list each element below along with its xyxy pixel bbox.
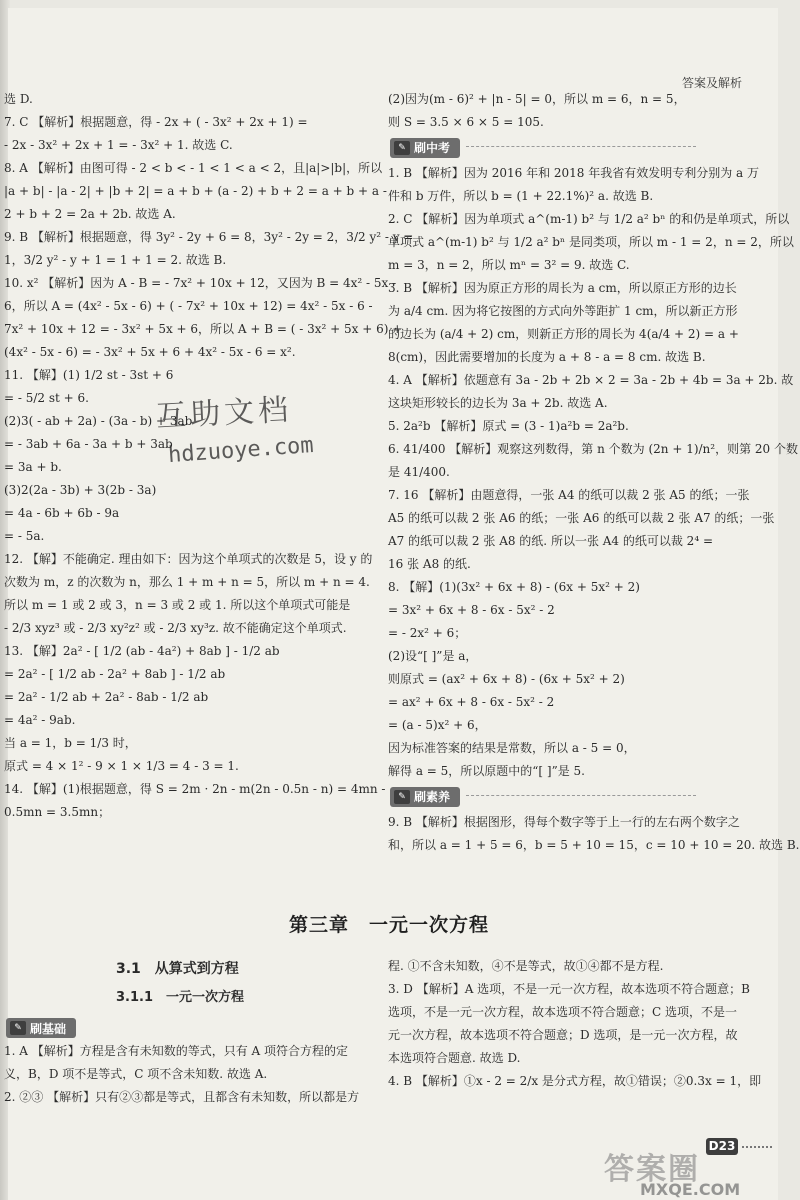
text-line: 则原式 = (ax² + 6x + 8) - (6x + 5x² + 2) — [388, 672, 625, 686]
text-line: 9. B 【解析】根据图形，得每个数字等于上一行的左右两个数字之 — [388, 815, 740, 829]
text-line: (3)2(2a - 3b) + 3(2b - 3a) — [4, 483, 157, 497]
text-line: 原式 = 4 × 1² - 9 × 1 × 1/3 = 4 - 3 = 1. — [4, 759, 239, 773]
text-line: 16 张 A8 的纸. — [388, 557, 471, 571]
text-line: m = 3，n = 2，所以 mⁿ = 3² = 9. 故选 C. — [388, 258, 630, 272]
brush-icon: ✎ — [394, 141, 410, 155]
text-line: - 2x - 3x² + 2x + 1 = - 3x² + 1. 故选 C. — [4, 138, 233, 152]
text-line: 和，所以 a = 1 + 5 = 6，b = 5 + 10 = 15，c = 10 + 10 = 20. 故选 B. — [388, 838, 800, 852]
handwritten-watermark-url: hdzuoye.com — [167, 432, 315, 469]
text-line: 4. A 【解析】依题意有 3a - 2b + 2b × 2 = 3a - 2b + 4b = 3a + 2b. 故 — [388, 373, 794, 387]
text-line: 2. ②③ 【解析】只有②③都是等式，且都含有未知数，所以都是方 — [4, 1090, 360, 1104]
text-line: 的边长为 (a/4 + 2) cm，则新正方形的周长为 4(a/4 + 2) = a + — [388, 327, 739, 341]
text-line: = - 2x² + 6； — [388, 626, 467, 640]
text-line: 14. 【解】(1)根据题意，得 S = 2m · 2n - m(2n - 0.5n - n) = 4mn - — [4, 782, 386, 796]
text-line: 1. A 【解析】方程是含有未知数的等式，只有 A 项符合方程的定 — [4, 1044, 349, 1058]
section-heading: 3.1 从算式到方程 — [116, 961, 239, 977]
text-line: = 4a - 6b + 6b - 9a — [4, 506, 120, 520]
text-line: 2. C 【解析】因为单项式 a^(m-1) b² 与 1/2 a² bⁿ 的和仍是单项式，所以 — [388, 212, 790, 226]
text-line: 所以 m = 1 或 2 或 3，n = 3 或 2 或 1. 所以这个单项式可能是 — [4, 598, 351, 612]
text-line: 件和 b 万件，所以 b = (1 + 22.1%)² a. 故选 B. — [388, 189, 654, 203]
section-pill-zhongkao — [390, 138, 460, 158]
brush-icon: ✎ — [10, 1021, 26, 1035]
text-line: 11. 【解】(1) 1/2 st - 3st + 6 — [4, 368, 174, 382]
text-line: = 2a² - [ 1/2 ab - 2a² + 8ab ] - 1/2 ab — [4, 667, 226, 681]
page-number-dots — [742, 1146, 772, 1148]
handwritten-watermark: 互助文档 — [155, 392, 294, 435]
text-line: 7. 16 【解析】由题意得，一张 A4 的纸可以裁 2 张 A5 的纸；一张 — [388, 488, 750, 502]
chapter-title: 第三章 一元一次方程 — [288, 914, 489, 936]
right-column — [388, 88, 800, 857]
section-pill-jichu — [6, 1018, 76, 1038]
text-line: 10. x² 【解析】因为 A - B = - 7x² + 10x + 12，又因为 B = 4x² - 5x - — [4, 276, 397, 290]
text-line: 5. 2a²b 【解析】原式 = (3 - 1)a²b = 2a²b. — [388, 419, 629, 433]
text-line: = 4a² - 9ab. — [4, 713, 76, 727]
section-pill-label: 刷中考 — [414, 140, 451, 155]
text-line: 则 S = 3.5 × 6 × 5 = 105. — [388, 115, 544, 129]
corner-watermark-url: MXQE.COM — [640, 1180, 741, 1199]
text-line: 7x² + 10x + 12 = - 3x² + 5x + 6，所以 A + B = ( - 3x² + 5x + 6) + — [4, 322, 403, 336]
text-line: - 2/3 xyz³ 或 - 2/3 xy²z² 或 - 2/3 xy³z. 故不能确定这个单项式. — [4, 621, 347, 635]
text-line: = ax² + 6x + 8 - 6x - 5x² - 2 — [388, 695, 555, 709]
text-line: 单项式 a^(m-1) b² 与 1/2 a² bⁿ 是同类项，所以 m - 1 = 2，n = 2，所以 — [388, 235, 794, 249]
text-line: 1. B 【解析】因为 2016 年和 2018 年我省有效发明专利分别为 a 万 — [388, 166, 760, 180]
section-pill-suyang — [390, 787, 460, 807]
text-line: = - 3ab + 6a - 3a + b + 3ab — [4, 437, 173, 451]
text-line: 2 + b + 2 = 2a + 2b. 故选 A. — [4, 207, 176, 221]
text-line: 9. B 【解析】根据题意，得 3y² - 2y + 6 = 8，3y² - 2y = 2，3/2 y² - y = — [4, 230, 414, 244]
text-line: = (a - 5)x² + 6， — [388, 718, 487, 732]
text-line: 12. 【解】不能确定. 理由如下：因为这个单项式的次数是 5，设 y 的 — [4, 552, 373, 566]
text-line: 3. D 【解析】A 选项，不是一元一次方程，故本选项不符合题意；B — [388, 982, 751, 996]
page-number: D23 — [706, 1138, 738, 1155]
text-line: 8. A 【解析】由图可得 - 2 < b < - 1 < 1 < a < 2，且|a|>|b|，所以 — [4, 161, 383, 175]
text-line: 7. C 【解析】根据题意，得 - 2x + ( - 3x² + 2x + 1) = — [4, 115, 308, 129]
text-line: 程. ①不含未知数，④不是等式，故①④都不是方程. — [388, 959, 664, 973]
text-line: 解得 a = 5，所以原题中的“[ ]”是 5. — [388, 764, 585, 778]
text-line: 次数为 m，z 的次数为 n，那么 1 + m + n = 5，所以 m + n = 4. — [4, 575, 370, 589]
text-line: 1，3/2 y² - y + 1 = 1 + 1 = 2. 故选 B. — [4, 253, 227, 267]
subsection-heading: 3.1.1 一元一次方程 — [116, 990, 245, 1005]
text-line: |a + b| - |a - 2| + |b + 2| = a + b + (a - 2) + b + 2 = a + b + a - — [4, 184, 387, 198]
text-line: 为 a/4 cm. 因为将它按图的方式向外等距扩 1 cm，所以新正方形 — [388, 304, 738, 318]
text-line: 8(cm)，因此需要增加的长度为 a + 8 - a = 8 cm. 故选 B. — [388, 350, 706, 364]
text-line: = - 5a. — [4, 529, 45, 543]
text-line: 因为标准答案的结果是常数，所以 a - 5 = 0， — [388, 741, 636, 755]
text-line: 6. 41/400 【解析】观察这列数得，第 n 个数为 (2n + 1)/n²，则第 20 个数 — [388, 442, 798, 456]
text-line: (2)设“[ ]”是 a， — [388, 649, 478, 663]
right-column-lower — [388, 955, 762, 1093]
text-line: 4. B 【解析】①x - 2 = 2/x 是分式方程，故①错误；②0.3x = 1，即 — [388, 1074, 762, 1088]
text-line: A5 的纸可以裁 2 张 A6 的纸；一张 A6 的纸可以裁 2 张 A7 的纸；一张 — [388, 511, 775, 525]
left-column-lower — [4, 1040, 358, 1109]
text-line: 3. B 【解析】因为原正方形的周长为 a cm，所以原正方形的边长 — [388, 281, 737, 295]
text-line: 元一次方程，故本选项不符合题意；D 选项，是一元一次方程，故 — [388, 1028, 738, 1042]
brush-icon: ✎ — [394, 790, 410, 804]
text-line: (2)3( - ab + 2a) - (3a - b) + 3ab — [4, 414, 193, 428]
section-pill-label: 刷基础 — [30, 1021, 67, 1036]
text-line: 选 D. — [4, 92, 33, 106]
section-pill-label: 刷素养 — [414, 789, 451, 804]
text-line: = 2a² - 1/2 ab + 2a² - 8ab - 1/2 ab — [4, 690, 209, 704]
divider — [466, 146, 696, 147]
text-line: 8. 【解】(1)(3x² + 6x + 8) - (6x + 5x² + 2) — [388, 580, 640, 594]
divider — [466, 795, 696, 796]
text-line: 本选项符合题意. 故选 D. — [388, 1051, 521, 1065]
text-line: 这块矩形较长的边长为 3a + 2b. 故选 A. — [388, 396, 608, 410]
text-line: A7 的纸可以裁 2 张 A8 的纸. 所以一张 A4 的纸可以裁 2⁴ = — [388, 534, 713, 548]
text-line: 13. 【解】2a² - [ 1/2 (ab - 4a²) + 8ab ] - 1/2 ab — [4, 644, 280, 658]
text-line: 是 41/400. — [388, 465, 450, 479]
text-line: (2)因为(m - 6)² + |n - 5| = 0，所以 m = 6，n = 5， — [388, 92, 686, 106]
text-line: 0.5mn = 3.5mn； — [4, 805, 111, 819]
page-header-title: 答案及解析 — [681, 76, 742, 90]
text-line: = 3a + b. — [4, 460, 62, 474]
text-line: 义，B，D 项不是等式，C 项不含未知数. 故选 A. — [4, 1067, 268, 1081]
text-line: = - 5/2 st + 6. — [4, 391, 89, 405]
text-line: 当 a = 1，b = 1/3 时， — [4, 736, 137, 750]
text-line: 6，所以 A = (4x² - 5x - 6) + ( - 7x² + 10x + 12) = 4x² - 5x - 6 - — [4, 299, 373, 313]
text-line: = 3x² + 6x + 8 - 6x - 5x² - 2 — [388, 603, 555, 617]
text-line: (4x² - 5x - 6) = - 3x² + 5x + 6 + 4x² - 5x - 6 = x². — [4, 345, 296, 359]
corner-watermark: 答案圈 — [604, 1152, 700, 1187]
text-line: 选项，不是一元一次方程，故本选项不符合题意；C 选项，不是一 — [388, 1005, 737, 1019]
